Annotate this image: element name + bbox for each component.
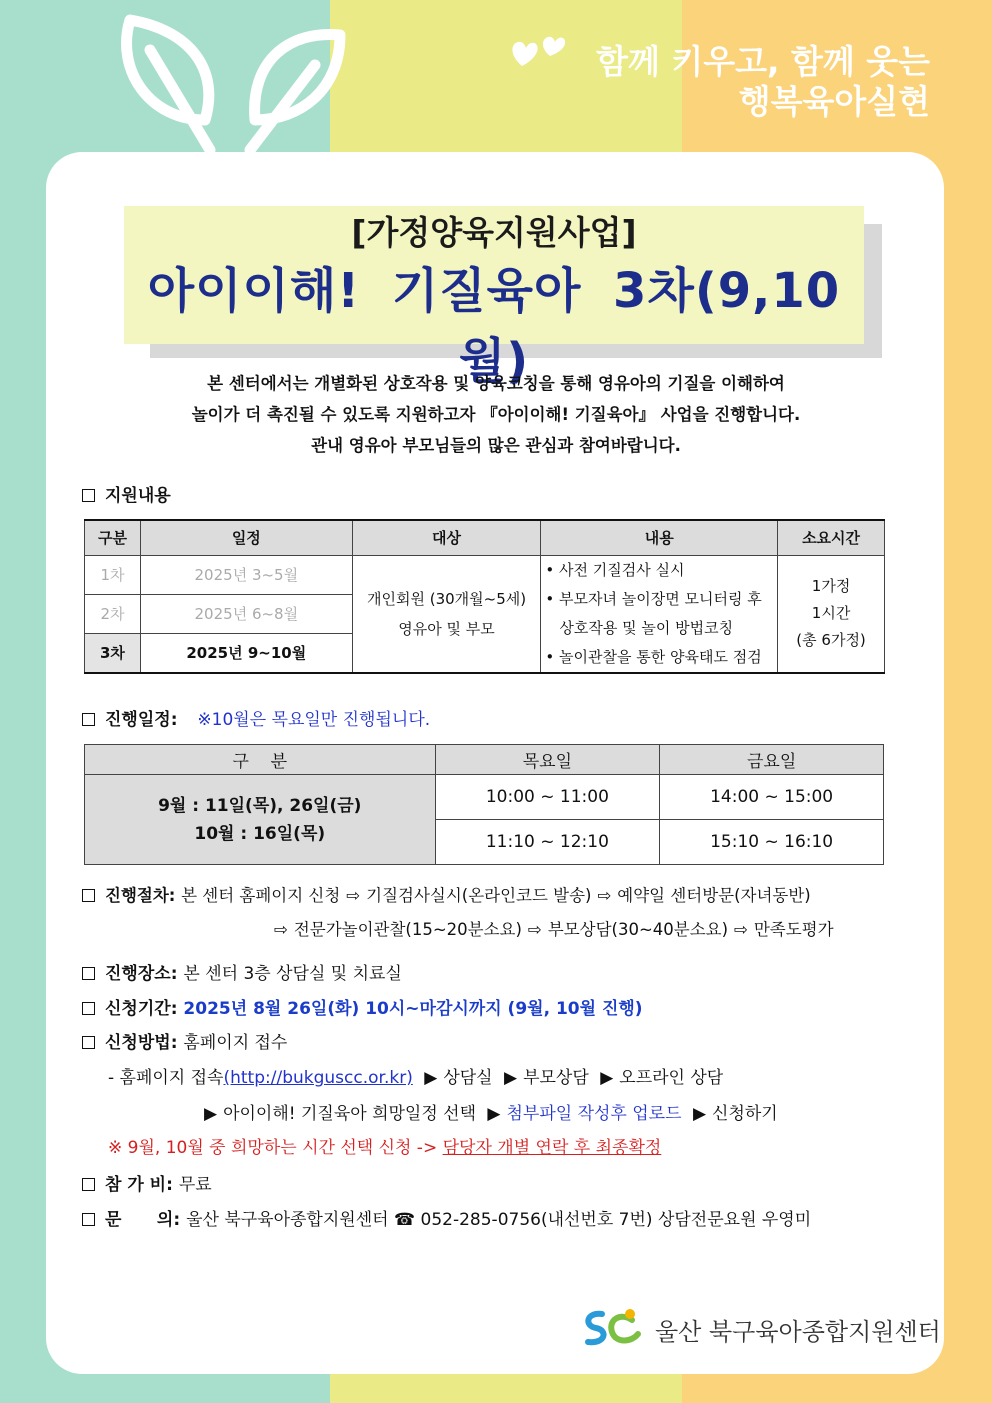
table-row [85,555,885,594]
time-cell: 15:10 ~ 16:10 [660,820,884,865]
triangle-right-icon: ▶ [692,1104,707,1124]
time-cell: 10:00 ~ 11:00 [435,775,660,820]
schedule-heading: 진행일정: ※10월은 목요일만 진행됩니다. [82,705,430,730]
table-header-row [85,745,884,775]
round-cell: 2차 [85,594,141,633]
arrow-right-icon: ⇨ [346,886,361,905]
arrow-right-icon: ⇨ [527,920,542,939]
content-item: • 놀이관찰을 통한 양육태도 점검 [545,643,777,672]
checkbox-square-icon [82,967,95,980]
arrow-right-icon: ⇨ [734,920,748,939]
procedure-line1: 진행절차: 본 센터 홈페이지 신청 ⇨ 기질검사실시(온라인코드 발송) ⇨ 예약일 센터방문(자녀동반) [82,882,811,906]
triangle-right-icon: ▶ [487,1104,501,1124]
time-line3: (총 6가정) [796,631,866,649]
time-cell: 14:00 ~ 15:00 [660,775,884,820]
time-cell: 11:10 ~ 12:10 [435,820,660,865]
header-cell: 대상 [352,520,541,555]
contact-line: 문 의: 울산 북구육아종합지원센터 ☎ 052-285-0756(내선번호 7번) 상담전문요원 우영미 [82,1205,811,1230]
arrow-right-icon: ⇨ [597,886,612,905]
schedule-table [84,744,884,865]
procedure-line2: ⇨ 전문가놀이관찰(15~20분소요) ⇨ 부모상담(30~40분소요) ⇨ 만족도평가 [274,920,834,939]
hearts-icon [508,26,570,76]
slogan [596,42,930,122]
triangle-right-icon: ▶ [204,1104,218,1124]
homepage-link[interactable]: (http://bukguscc.or.kr) [223,1068,413,1088]
header-cell: 구 분 [85,745,436,775]
footer-logo-text: 울산 북구육아종합지원센터 [655,1318,941,1346]
table-row [85,775,884,820]
intro-line1: 본 센터에서는 개별화된 상호작용 및 양육코칭을 통해 영유아의 기질을 이해하여 [207,374,785,393]
place-line: 진행장소: 본 센터 3층 상담실 및 치료실 [82,959,402,984]
period-cell: 2025년 9~10월 [140,633,352,672]
round-cell: 1차 [85,555,141,594]
triangle-right-icon: ▶ [424,1068,438,1088]
fee-line: 참 가 비: 무료 [82,1170,212,1195]
content-cell [541,555,778,673]
page-title: 아이이해! 기질육아 3차(9,10월) [147,263,841,389]
checkbox-square-icon [82,889,95,902]
header-cell: 일정 [140,520,352,555]
content-item: 상호작용 및 놀이 방법코칭 [559,618,734,637]
checkbox-square-icon [82,1036,95,1049]
checkbox-square-icon [82,1178,95,1191]
intro-text [60,368,932,461]
period-cell: 2025년 6~8월 [140,594,352,633]
target-line2: 영유아 및 부모 [398,619,495,638]
center-logo-icon [580,1306,644,1348]
support-table [84,519,885,674]
table-header-row [85,520,885,555]
triangle-right-icon: ▶ [600,1068,614,1088]
dates-line1: 9월 : 11일(목), 26일(금) [158,795,362,816]
period-cell: 2025년 3~5월 [140,555,352,594]
header-cell: 내용 [541,520,778,555]
dates-cell [85,775,436,865]
checkbox-square-icon [82,489,95,502]
intro-line3: 관내 영유아 부모님들의 많은 관심과 참여바랍니다. [311,436,681,455]
dates-line2: 10월 : 16일(목) [194,823,326,844]
header-cell: 소요시간 [778,520,885,555]
leaf-icon [110,10,350,160]
checkbox-square-icon [82,1002,95,1015]
title-sub: [가정양육지원사업] [351,213,637,252]
slogan-line2: 행복육아실현 [738,82,930,121]
round-cell: 3차 [85,633,141,672]
header-cell: 구분 [85,520,141,555]
content-item: • 부모자녀 놀이장면 모니터링 후 [545,585,777,614]
triangle-right-icon: ▶ [504,1068,518,1088]
slogan-line1: 함께 키우고, 함께 웃는 [596,42,930,81]
schedule-note: ※10월은 목요일만 진행됩니다. [197,710,431,730]
method-detail-line1: - 홈페이지 접속(http://bukguscc.or.kr) ▶ 상담실 ▶ 부모상담 ▶ 오프라인 상담 [108,1068,724,1088]
period-line: 신청기간: 2025년 8월 26일(화) 10시~마감시까지 (9월, 10월 진행) [82,994,643,1019]
notice-line: ※ 9월, 10월 중 희망하는 시간 선택 신청 -> 담당자 개별 연락 후 최종확정 [108,1138,662,1158]
support-heading: 지원내용 [82,481,171,506]
intro-line2: 놀이가 더 촉진될 수 있도록 지원하고자 『아이이해! 기질육아』 사업을 진행합니다. [191,405,801,424]
checkbox-square-icon [82,713,95,726]
time-line1: 1가정 [811,577,851,595]
content-item: • 사전 기질검사 실시 [545,556,777,585]
header-cell: 금요일 [660,745,884,775]
header-cell: 목요일 [435,745,660,775]
target-line1: 개인회원 (30개월~5세) [366,589,527,608]
method-detail-line2: ▶ 아이이해! 기질육아 희망일정 선택 ▶ 첨부파일 작성후 업로드 ▶ 신청하기 [204,1104,778,1124]
time-cell [778,555,885,673]
time-line2: 1시간 [811,604,851,622]
checkbox-square-icon [82,1213,95,1226]
target-cell [352,555,541,673]
arrow-right-icon: ⇨ [274,920,288,939]
method-line: 신청방법: 홈페이지 접수 [82,1028,287,1053]
